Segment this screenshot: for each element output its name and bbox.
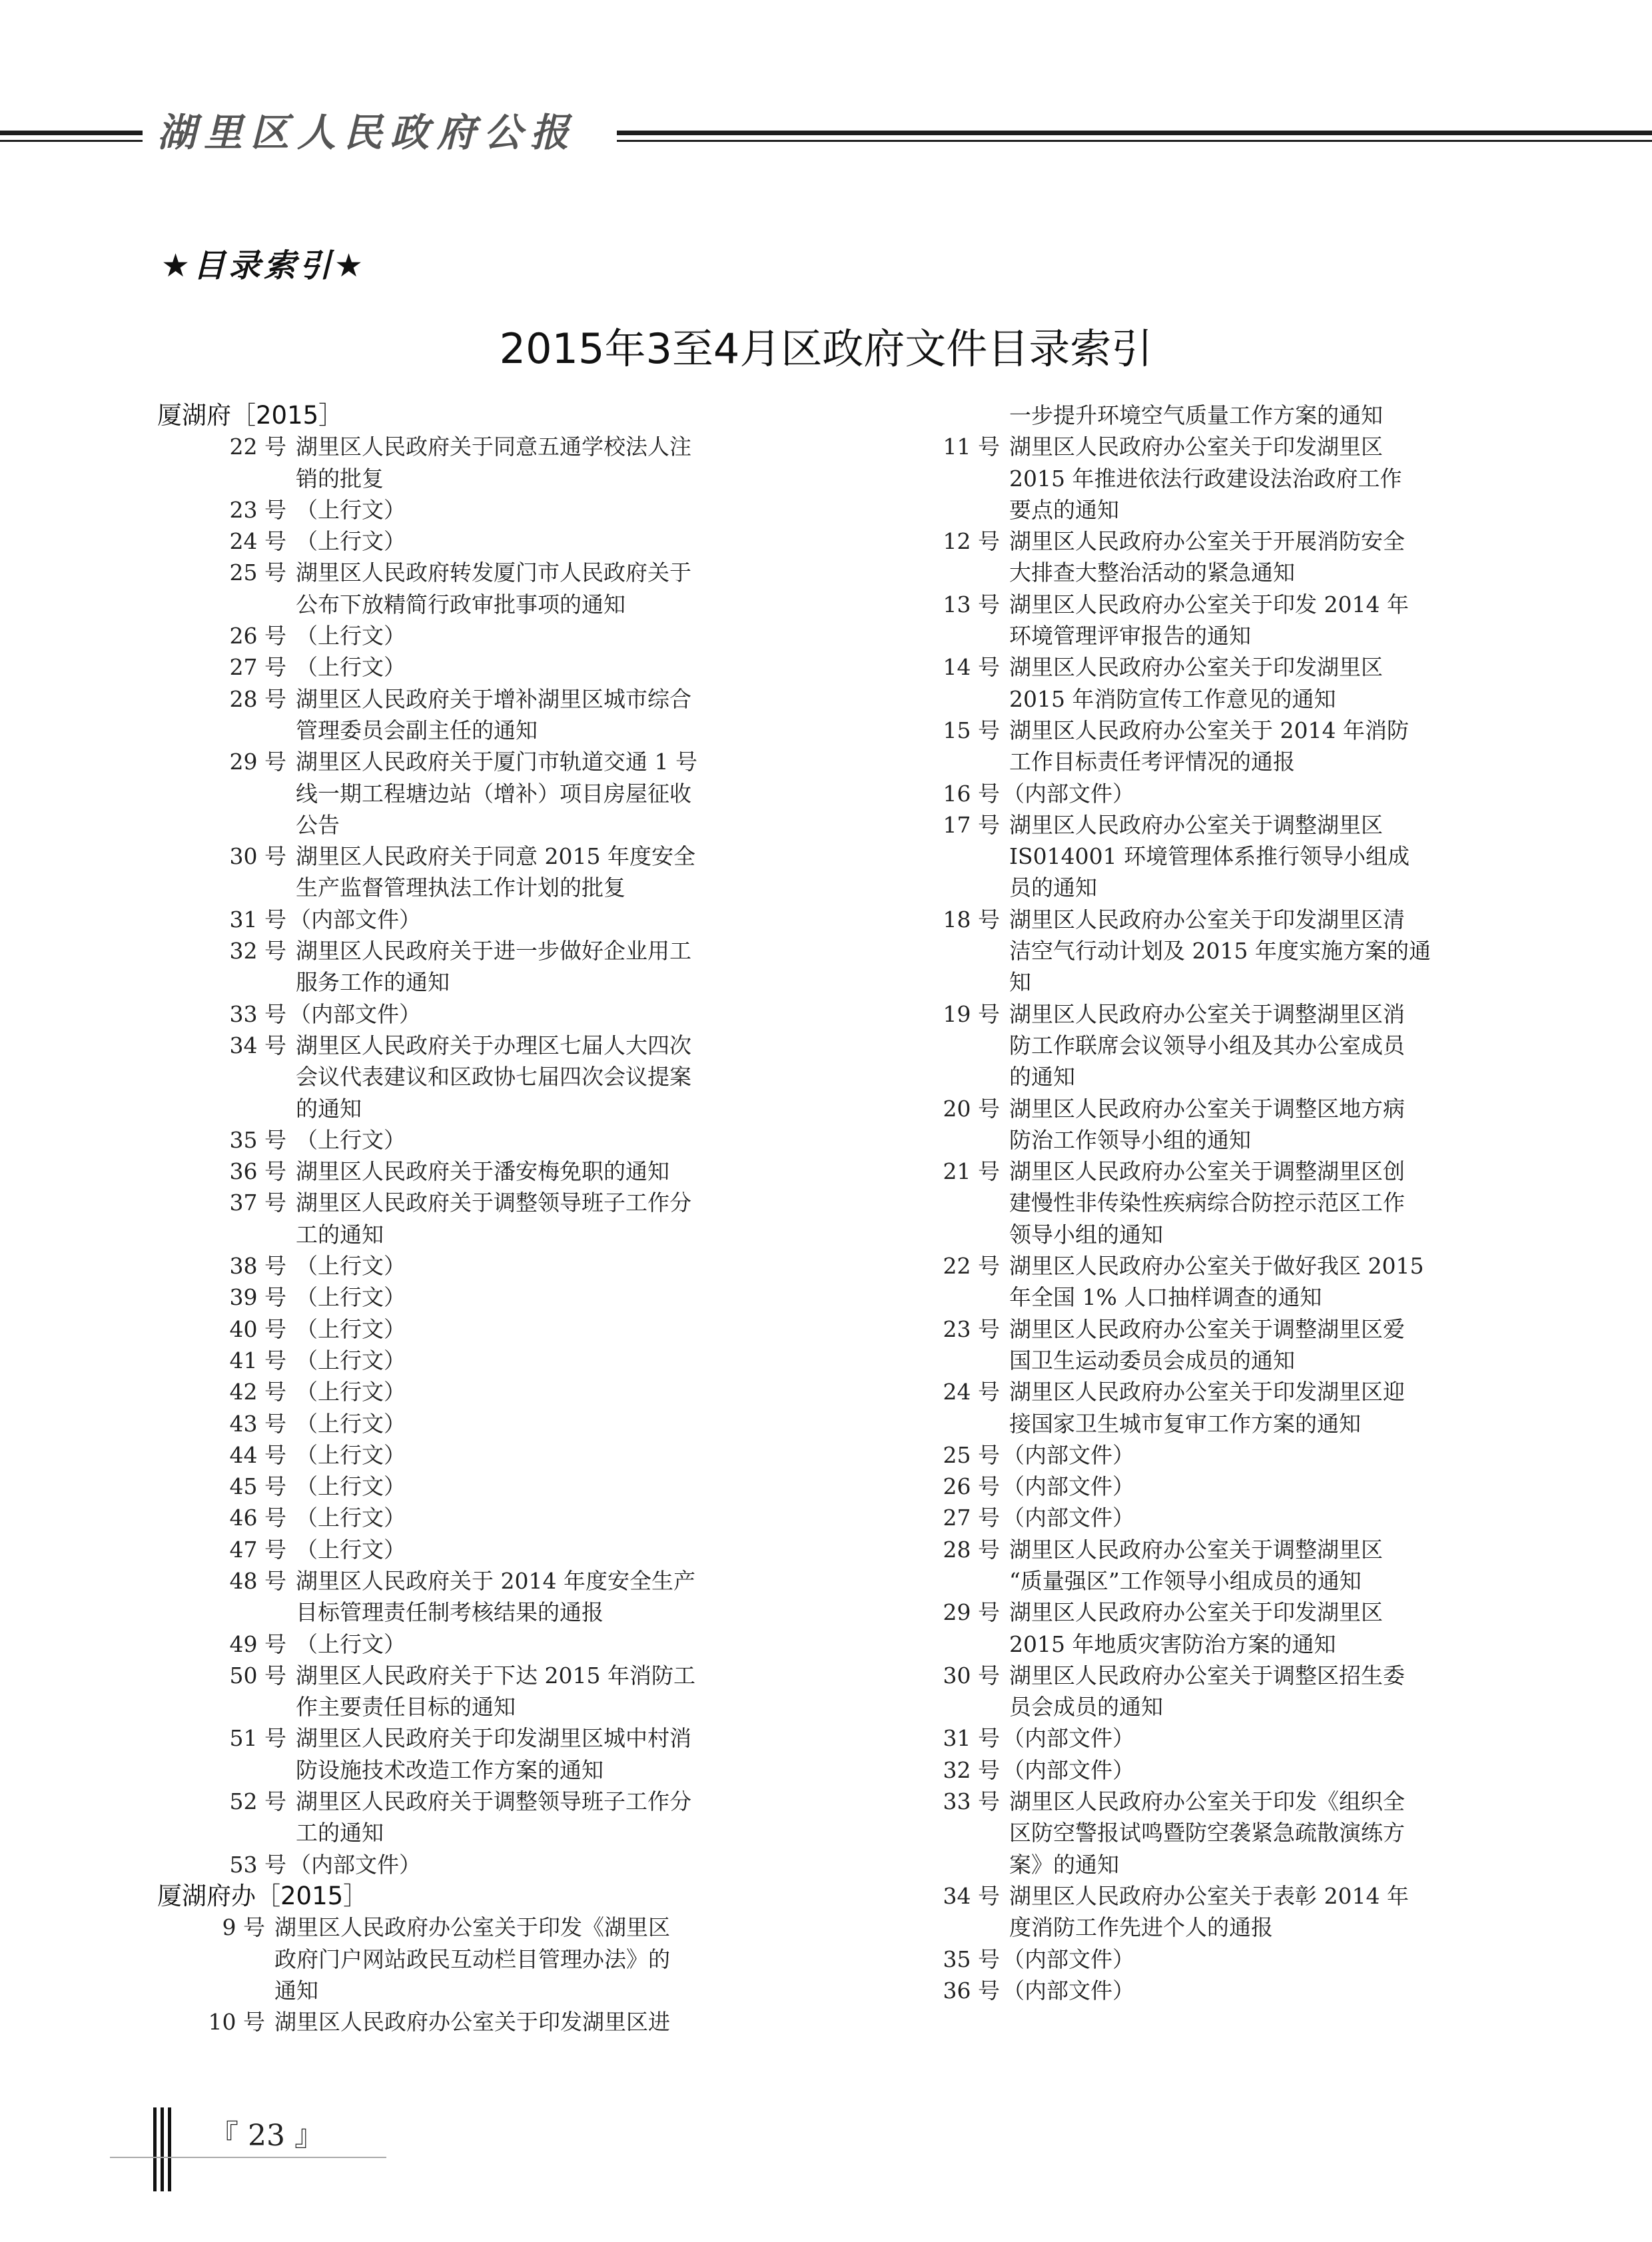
entry-number: 29 号 xyxy=(943,1599,1000,1626)
entry-title: （内部文件） xyxy=(289,1000,421,1027)
entry-number: 36 号 xyxy=(229,1158,286,1185)
group-entries xyxy=(157,1912,823,2038)
index-entry xyxy=(157,2006,823,2038)
entry-number: 31 号 xyxy=(229,906,286,933)
entry-number: 13 号 xyxy=(943,591,1000,617)
entry-title: 湖里区人民政府关于办理区七届人大四次 会议代表建议和区政协七届四次会议提案 的通知 xyxy=(296,1032,691,1122)
index-entry xyxy=(157,526,823,557)
index-entry xyxy=(929,1660,1515,1723)
entry-number: 27 号 xyxy=(229,654,286,681)
entry-title: 湖里区人民政府关于增补湖里区城市综合 管理委员会副主任的通知 xyxy=(296,685,691,743)
entry-number: 37 号 xyxy=(229,1190,286,1216)
document-group-heading: 厦湖府［2015］ xyxy=(157,401,344,430)
entry-number: 10 号 xyxy=(208,2009,265,2036)
entry-number: 30 号 xyxy=(943,1662,1000,1688)
entry-number: 32 号 xyxy=(943,1756,1000,1783)
entry-number: 36 号 xyxy=(943,1977,1000,2004)
index-entry xyxy=(929,1880,1515,1944)
index-entry xyxy=(157,557,823,620)
journal-title: 湖里区人民政府公报 xyxy=(157,110,578,155)
entry-number: 24 号 xyxy=(943,1379,1000,1405)
index-entry xyxy=(929,589,1515,652)
entry-number: 28 号 xyxy=(229,685,286,712)
entry-title: 湖里区人民政府关于厦门市轨道交通 1 号 线一期工程塘边站（增补）项目房屋征收 公告 xyxy=(296,749,697,838)
index-entry xyxy=(157,1313,823,1345)
footer-rule xyxy=(110,2157,386,2158)
entry-title: 湖里区人民政府转发厦门市人民政府关于 公布下放精简行政审批事项的通知 xyxy=(296,560,691,617)
entry-title: （内部文件） xyxy=(1003,1505,1134,1531)
entry-number: 51 号 xyxy=(229,1725,286,1752)
entry-number: 29 号 xyxy=(229,749,286,775)
entry-number: 22 号 xyxy=(229,434,286,460)
index-entry xyxy=(157,746,823,841)
entry-title: 湖里区人民政府办公室关于印发湖里区进 xyxy=(274,2009,670,2036)
index-entry xyxy=(157,494,823,526)
entry-number: 49 号 xyxy=(229,1631,286,1657)
entry-title: （上行文） xyxy=(296,1379,406,1405)
entry-title: （内部文件） xyxy=(1003,1977,1134,2004)
entry-title: （上行文） xyxy=(296,1473,406,1500)
entry-number: 46 号 xyxy=(229,1505,286,1531)
index-entry xyxy=(157,1250,823,1282)
entry-title: （上行文） xyxy=(296,1631,406,1657)
index-entry xyxy=(157,1282,823,1313)
entry-number: 45 号 xyxy=(229,1473,286,1500)
header-rule-left-thick xyxy=(0,131,143,135)
entry-number: 34 号 xyxy=(229,1032,286,1058)
entry-title: 湖里区人民政府办公室关于做好我区 2015 年全国 1% 人口抽样调查的通知 xyxy=(1009,1253,1424,1311)
entry-title: （内部文件） xyxy=(1003,1473,1134,1500)
index-entry xyxy=(929,1786,1515,1880)
entry-title: 湖里区人民政府办公室关于开展消防安全 大排查大整治活动的紧急通知 xyxy=(1009,528,1405,586)
entry-title: （内部文件） xyxy=(1003,1725,1134,1752)
index-entry xyxy=(157,1786,823,1849)
entry-title: 湖里区人民政府办公室关于印发湖里区清 洁空气行动计划及 2015 年度实施方案的通 知 xyxy=(1009,906,1431,996)
entry-number: 14 号 xyxy=(943,654,1000,681)
entry-title: （上行文） xyxy=(296,1536,406,1563)
index-entry xyxy=(929,1534,1515,1597)
entry-number: 52 号 xyxy=(229,1788,286,1815)
index-entry xyxy=(157,1912,823,2006)
index-entry xyxy=(157,841,823,904)
entry-number: 27 号 xyxy=(943,1505,1000,1531)
entry-number: 53 号 xyxy=(229,1851,286,1878)
entry-number: 16 号 xyxy=(943,780,1000,807)
entry-number: 9 号 xyxy=(222,1914,265,1941)
index-entry xyxy=(157,1345,823,1376)
left-column xyxy=(157,400,823,2038)
page-title: 2015年3至4月区政府文件目录索引 xyxy=(499,324,1153,373)
entry-title: 湖里区人民政府关于潘安梅免职的通知 xyxy=(296,1158,669,1185)
entry-number: 22 号 xyxy=(943,1253,1000,1280)
index-entry xyxy=(929,1156,1515,1250)
entry-number: 19 号 xyxy=(943,1000,1000,1027)
index-entry xyxy=(929,1439,1515,1471)
entry-title: 湖里区人民政府关于同意五通学校法人注 销的批复 xyxy=(296,434,691,492)
index-entry xyxy=(157,620,823,651)
index-entry xyxy=(929,526,1515,589)
entry-number: 24 号 xyxy=(229,528,286,555)
page-number: 『 23 』 xyxy=(209,2119,324,2153)
entry-title: 湖里区人民政府办公室关于印发《组织全 区防空警报试鸣暨防空袭紧急疏散演练方 案》的通知 xyxy=(1009,1788,1405,1878)
entry-number: 43 号 xyxy=(229,1410,286,1437)
entry-number: 23 号 xyxy=(943,1315,1000,1342)
index-entry xyxy=(929,651,1515,715)
entry-title: 湖里区人民政府办公室关于印发《湖里区 政府门户网站政民互动栏目管理办法》的 通知 xyxy=(274,1914,670,2004)
entry-number: 32 号 xyxy=(229,938,286,964)
entry-number: 12 号 xyxy=(943,528,1000,555)
entry-title: （上行文） xyxy=(296,1284,406,1311)
entry-title: （内部文件） xyxy=(289,906,421,933)
entry-title: 湖里区人民政府办公室关于印发湖里区迎 接国家卫生城市复审工作方案的通知 xyxy=(1009,1379,1405,1437)
entry-title: （内部文件） xyxy=(1003,1756,1134,1783)
entry-number: 15 号 xyxy=(943,717,1000,743)
index-entry xyxy=(157,1502,823,1533)
entry-title: （上行文） xyxy=(296,1126,406,1153)
entry-title: 湖里区人民政府关于印发湖里区城中村消 防设施技术改造工作方案的通知 xyxy=(296,1725,691,1783)
entry-number: 50 号 xyxy=(229,1662,286,1688)
entry-number: 40 号 xyxy=(229,1315,286,1342)
index-entry xyxy=(929,778,1515,809)
entry-number: 44 号 xyxy=(229,1441,286,1468)
header-rule-right-thin xyxy=(617,140,1652,142)
index-entry xyxy=(157,1187,823,1250)
entry-number: 48 号 xyxy=(229,1567,286,1594)
index-entry xyxy=(157,431,823,494)
index-entry xyxy=(157,1722,823,1786)
entry-title: （上行文） xyxy=(296,496,406,523)
index-entry xyxy=(929,1250,1515,1313)
index-entry xyxy=(157,935,823,998)
index-entry xyxy=(929,1944,1515,1975)
entry-title: （上行文） xyxy=(296,1441,406,1468)
entry-number: 31 号 xyxy=(943,1725,1000,1752)
entry-number: 11 号 xyxy=(943,434,1000,460)
entry-title: 湖里区人民政府关于下达 2015 年消防工 作主要责任目标的通知 xyxy=(296,1662,695,1720)
index-entry xyxy=(929,431,1515,526)
footer-bar-3 xyxy=(168,2107,171,2191)
entry-title: 湖里区人民政府办公室关于调整湖里区创 建慢性非传染性疾病综合防控示范区工作 领导小组的通知 xyxy=(1009,1158,1405,1248)
index-entry xyxy=(157,1376,823,1407)
entry-number: 21 号 xyxy=(943,1158,1000,1185)
index-entry xyxy=(929,1093,1515,1156)
entry-title: （内部文件） xyxy=(1003,1946,1134,1972)
index-entry xyxy=(929,1754,1515,1786)
index-entry xyxy=(157,904,823,935)
index-entry xyxy=(157,1156,823,1187)
entry-number: 33 号 xyxy=(229,1000,286,1027)
index-entry xyxy=(157,1849,823,1880)
entry-number: 38 号 xyxy=(229,1253,286,1280)
entry-title: 湖里区人民政府关于同意 2015 年度安全 生产监督管理执法工作计划的批复 xyxy=(296,843,695,901)
entry-number: 30 号 xyxy=(229,843,286,870)
entry-number: 18 号 xyxy=(943,906,1000,933)
index-entry xyxy=(157,1471,823,1502)
entry-title: 湖里区人民政府关于调整领导班子工作分 工的通知 xyxy=(296,1190,691,1248)
entry-title: 湖里区人民政府关于调整领导班子工作分 工的通知 xyxy=(296,1788,691,1846)
entry-number: 41 号 xyxy=(229,1347,286,1373)
entry-title: （上行文） xyxy=(296,1347,406,1373)
entry-title: 湖里区人民政府关于进一步做好企业用工 服务工作的通知 xyxy=(296,938,691,996)
index-entry xyxy=(929,1502,1515,1533)
entry-title: （上行文） xyxy=(296,1410,406,1437)
index-entry xyxy=(157,1124,823,1156)
entry-number: 26 号 xyxy=(229,623,286,649)
section-tag: ★目录索引★ xyxy=(161,247,367,284)
index-entry xyxy=(929,1313,1515,1377)
entry-title: （上行文） xyxy=(296,623,406,649)
right-column xyxy=(929,400,1515,2006)
entry-title: 湖里区人民政府关于 2014 年度安全生产 目标管理责任制考核结果的通报 xyxy=(296,1567,695,1626)
entry-title: 湖里区人民政府办公室关于表彰 2014 年 度消防工作先进个人的通报 xyxy=(1009,1882,1409,1941)
entry-number: 42 号 xyxy=(229,1379,286,1405)
index-entry xyxy=(929,809,1515,904)
index-entry xyxy=(929,904,1515,998)
entry-title: （上行文） xyxy=(296,528,406,555)
entry-title: 湖里区人民政府办公室关于调整湖里区爱 国卫生运动委员会成员的通知 xyxy=(1009,1315,1405,1373)
index-entry xyxy=(929,998,1515,1093)
entry-number: 35 号 xyxy=(943,1946,1000,1972)
entry-number: 33 号 xyxy=(943,1788,1000,1815)
header-rule-left-thin xyxy=(0,140,143,142)
index-entry xyxy=(157,651,823,683)
index-entry xyxy=(157,1030,823,1124)
entry-title: （上行文） xyxy=(296,654,406,681)
entry-title: 湖里区人民政府办公室关于调整湖里区消 防工作联席会议领导小组及其办公室成员 的通知 xyxy=(1009,1000,1405,1090)
index-entry xyxy=(929,715,1515,778)
index-entry xyxy=(157,1534,823,1565)
footer-bar-1 xyxy=(153,2107,157,2191)
entry-number: 17 号 xyxy=(943,811,1000,838)
entry-number: 34 号 xyxy=(943,1882,1000,1909)
entry-number: 25 号 xyxy=(229,560,286,586)
entry-number: 20 号 xyxy=(943,1095,1000,1122)
entry-number: 35 号 xyxy=(229,1126,286,1153)
index-entry xyxy=(157,1408,823,1439)
header-rule-right-thick xyxy=(617,131,1652,135)
index-entry xyxy=(929,1722,1515,1754)
entry-title: 湖里区人民政府办公室关于印发 2014 年 环境管理评审报告的通知 xyxy=(1009,591,1409,649)
entry-title: （上行文） xyxy=(296,1315,406,1342)
entry-title: （上行文） xyxy=(296,1505,406,1531)
entry-number: 26 号 xyxy=(943,1473,1000,1500)
entry-title: 湖里区人民政府办公室关于调整湖里区 “质量强区”工作领导小组成员的通知 xyxy=(1009,1536,1383,1594)
entry-title: （内部文件） xyxy=(1003,780,1134,807)
index-entry xyxy=(929,1597,1515,1660)
entry-number: 47 号 xyxy=(229,1536,286,1563)
index-entry xyxy=(929,1975,1515,2006)
entry-title: 湖里区人民政府办公室关于调整区招生委 员会成员的通知 xyxy=(1009,1662,1405,1720)
entry-number: 25 号 xyxy=(943,1441,1000,1468)
entry-title: 湖里区人民政府办公室关于 2014 年消防 工作目标责任考评情况的通报 xyxy=(1009,717,1409,775)
entry-title: 湖里区人民政府办公室关于印发湖里区 2015 年消防宣传工作意见的通知 xyxy=(1009,654,1383,712)
entry-title: 湖里区人民政府办公室关于印发湖里区 2015 年地质灾害防治方案的通知 xyxy=(1009,1599,1383,1657)
entry-title: （内部文件） xyxy=(289,1851,421,1878)
index-entry xyxy=(157,998,823,1030)
index-entry xyxy=(157,1565,823,1629)
entry-number: 23 号 xyxy=(229,496,286,523)
index-entry xyxy=(157,1660,823,1723)
continued-entry-text: 一步提升环境空气质量工作方案的通知 xyxy=(1009,402,1383,428)
footer-bar-2 xyxy=(161,2107,164,2191)
entry-number: 28 号 xyxy=(943,1536,1000,1563)
entry-title: 湖里区人民政府办公室关于调整湖里区 IS014001 环境管理体系推行领导小组成 员的通知 xyxy=(1009,811,1410,901)
document-group-heading: 厦湖府办［2015］ xyxy=(157,1881,368,1910)
entry-title: 湖里区人民政府办公室关于印发湖里区 2015 年推进依法行政建设法治政府工作 要点的通知 xyxy=(1009,434,1402,523)
entry-number: 39 号 xyxy=(229,1284,286,1311)
index-entry xyxy=(157,1439,823,1471)
index-entry xyxy=(929,1376,1515,1439)
index-entry xyxy=(157,1629,823,1660)
index-entry xyxy=(929,1471,1515,1502)
entry-title: （上行文） xyxy=(296,1253,406,1280)
entry-title: 湖里区人民政府办公室关于调整区地方病 防治工作领导小组的通知 xyxy=(1009,1095,1405,1153)
index-entry xyxy=(157,683,823,747)
entry-title: （内部文件） xyxy=(1003,1441,1134,1468)
